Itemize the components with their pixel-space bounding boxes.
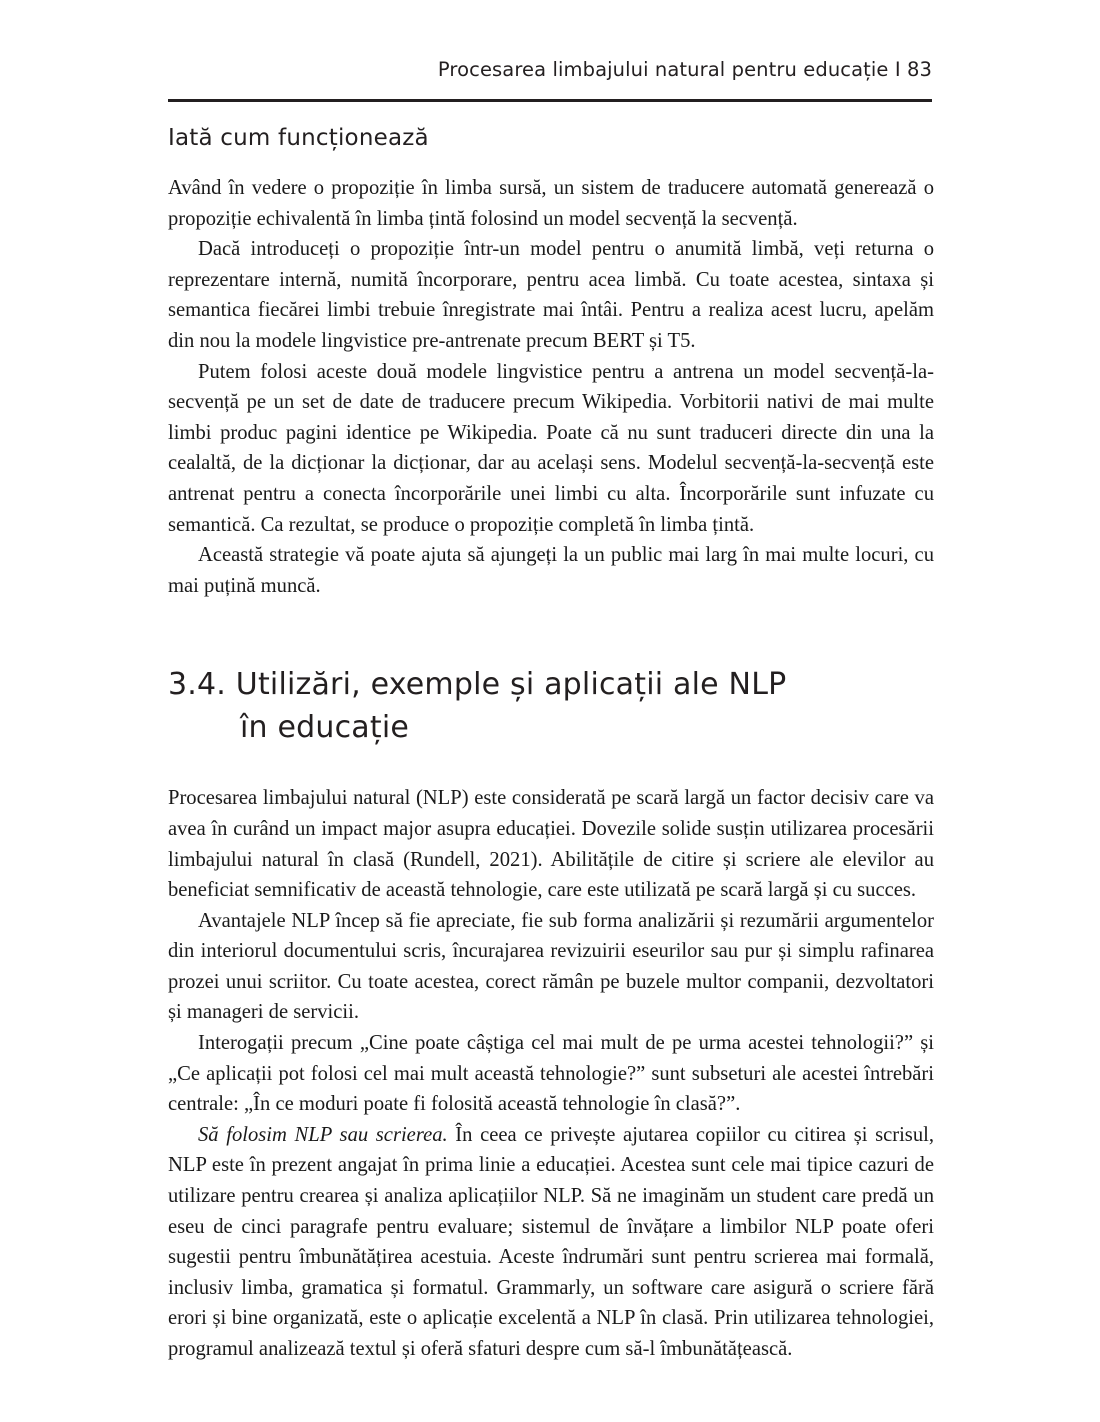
italic-lead-in: Să folosim NLP sau scrierea. xyxy=(198,1123,448,1146)
paragraph-text: În ceea ce privește ajutarea copiilor cu citirea și scrisul, NLP este în prezent angajat în prima linie a educației. Acestea sunt cele mai tipice cazuri de utilizare pentru crearea și analiza aplicațiilor NLP. Să ne imaginăm un student care predă un eseu de cinci paragrafe pentru evaluare; sistemul de învățare a limbilor NLP poate oferi sugestii pentru îmbunătățirea acestuia. Aceste îndrumări sunt pentru scrierea mai formală, inclusiv limba, gramatica și formatul. Grammarly, un software care asigură o scriere fără erori și bine organizată, este o aplicație excelentă a NLP în clasă. Prin utilizarea tehnologiei, programul analizează textul și oferă sfaturi despre cum să-l îmbunătățească. xyxy=(168,1123,934,1360)
page-content xyxy=(168,125,934,1365)
paragraph: Această strategie vă poate ajuta să ajungeți la un public mai larg în mai multe locuri, cu mai puțină muncă. xyxy=(168,544,934,597)
paragraph: Având în vedere o propoziție în limba sursă, un sistem de traducere automată generează o propoziție echivalentă în limba țintă folosind un model secvență la secvență. xyxy=(168,177,934,230)
paragraph-with-italic-lead xyxy=(168,1120,934,1365)
paragraph: Dacă introduceți o propoziție într-un model pentru o anumită limbă, veți returna o reprezentare internă, numită încorporare, pentru acea limbă. Cu toate acestea, sintaxa și semantica fiecărei limbi trebuie înregistrate mai întâi. Pentru a realiza acest lucru, apelăm din nou la modele lingvistice pre-antrenate precum BERT și T5. xyxy=(168,238,934,352)
running-header: Procesarea limbajului natural pentru educație I 83 xyxy=(437,58,932,81)
paragraph: Putem folosi aceste două modele lingvistice pentru a antrena un model secvență-la-secvență pe un set de date de traducere precum Wikipedia. Vorbitorii nativi de mai multe limbi produc pagini identice pe Wikipedia. Poate că nu sunt traduceri directe din una la cealaltă, de la dicționar la dicționar, dar au același sens. Modelul secvență-la-secvență este antrenat pentru a conecta încorporările unei limbi cu alta. Încorporările sunt infuzate cu semantică. Ca rezultat, se produce o propoziție completă în limba țintă. xyxy=(168,360,934,536)
header-divider xyxy=(168,99,932,102)
paragraph: Procesarea limbajului natural (NLP) este considerată pe scară largă un factor decisiv care va avea în curând un impact major asupra educației. Dovezile solide susțin utilizarea procesării limbajului natural în clasă (Rundell, 2021). Abilitățile de citire și scriere ale elevilor au beneficiat semnificativ de această tehnologie, care este utilizată pe scară largă și cu succes. xyxy=(168,787,934,902)
paragraph: Avantajele NLP încep să fie apreciate, fie sub forma analizării și rezumării argumentelor din interiorul documentului scris, încurajarea revizuirii eseurilor sau pur și simplu rafinarea prozei unui scriitor. Cu toate acestea, corect rămân pe buzele multor companii, dezvoltatori și manageri de servicii. xyxy=(168,909,934,1024)
paragraph: Interogații precum „Cine poate câștiga cel mai mult de pe urma acestei tehnologii?” și „Ce aplicații pot folosi cel mai mult această tehnologie?” sunt subseturi ale acestei întrebări centrale: „În ce moduri poate fi folosită această tehnologie în clasă?”. xyxy=(168,1032,934,1116)
section-title-line-1: 3.4. Utilizări, exemple și aplicații ale NLP xyxy=(168,667,787,703)
section-title xyxy=(168,663,934,749)
subsection-heading: Iată cum funcționează xyxy=(168,125,429,151)
section-title-line-2: în educație xyxy=(240,710,410,746)
